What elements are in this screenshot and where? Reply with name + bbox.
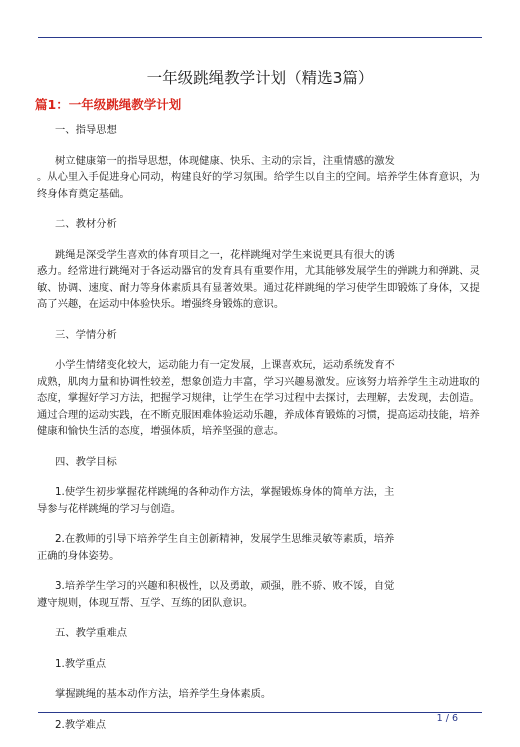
header-rule [38, 37, 482, 38]
section-heading-guiding-ideology: 一、指导思想 [55, 124, 117, 136]
paragraph-material-analysis [37, 247, 485, 313]
paragraph-first-line: 2.在教师的引导下培养学生自主创新精神，发展学生思维灵敏等素质，培养 [55, 533, 395, 545]
section-heading-student-analysis: 三、学情分析 [55, 328, 117, 341]
page-number: 1 / 6 [436, 713, 458, 724]
paragraph-rest: 惑力。经常进行跳绳对于各运动器官的发育具有重要作用，尤其能够发展学生的弹跳力和弹跳、灵敏、协调、速度、耐力等身体素质具有显著效果。通过花样跳绳的学习使学生即锻炼了身体，又提高了兴趣，在运动中体验快乐。增强终身锻炼的意识。 [37, 265, 480, 310]
paragraph-teaching-focus: 掌握跳绳的基本动作方法，培养学生身体素质。 [55, 688, 272, 700]
paragraph-guiding-ideology [37, 153, 485, 203]
part-heading: 篇1：一年级跳绳教学计划 [35, 97, 182, 112]
goal-item-1 [37, 484, 485, 517]
subheading-teaching-difficulty: 2.教学难点 [55, 718, 107, 731]
goal-item-2 [37, 531, 485, 564]
paragraph-rest: 成熟，肌肉力量和协调性较差，想象创造力丰富，学习兴趣易激发。应该努力培养学生主动进取的态度，掌握好学习方法，把握学习规律，让学生在学习过程中去探讨，去理解，去发现，去创造。通过合理的运动实践，在不断克服困难体验运动乐趣，养成体育锻炼的习惯，提高运动技能，培养健康和愉快生活的态度，增强体质，培养坚强的意志。 [37, 375, 480, 437]
paragraph-rest: 。从心里入手促进身心同动，构建良好的学习氛围。给学生以自主的空间。培养学生体育意识，为终身体育奠定基础。 [37, 171, 480, 200]
paragraph-first-line: 小学生情绪变化较大，运动能力有一定发展，上课喜欢玩，运动系统发育不 [55, 359, 395, 371]
goal-item-3 [37, 578, 485, 611]
paragraph-first-line: 树立健康第一的指导思想，体现健康、快乐、主动的宗旨，注重情感的激发 [55, 154, 395, 167]
paragraph-first-line: 跳绳是深受学生喜欢的体育项目之一，花样跳绳对学生来说更具有很大的诱 [55, 248, 395, 261]
footer-rule [38, 712, 482, 713]
section-heading-key-difficult-points: 五、教学重难点 [55, 627, 128, 639]
paragraph-first-line: 1.使学生初步掌握花样跳绳的各种动作方法，掌握锻炼身体的简单方法，主 [55, 486, 395, 498]
section-heading-teaching-goals: 四、教学目标 [55, 455, 117, 468]
document-body [37, 122, 485, 747]
paragraph-student-analysis [37, 357, 485, 440]
section-heading-material-analysis: 二、教材分析 [55, 218, 117, 230]
subheading-teaching-focus: 1.教学重点 [55, 657, 107, 670]
document-title: 一年级跳绳教学计划（精选3篇） [146, 69, 374, 87]
paragraph-first-line: 3.培养学生学习的兴趣和积极性，以及勇敢，顽强，胜不骄、败不馁，自觉 [55, 580, 395, 592]
paragraph-rest: 导参与花样跳绳的学习与创造。 [37, 502, 182, 515]
paragraph-rest: 遵守规则，体现互帮、互学、互练的团队意识。 [37, 596, 254, 609]
paragraph-rest: 正确的身体姿势。 [37, 549, 120, 562]
